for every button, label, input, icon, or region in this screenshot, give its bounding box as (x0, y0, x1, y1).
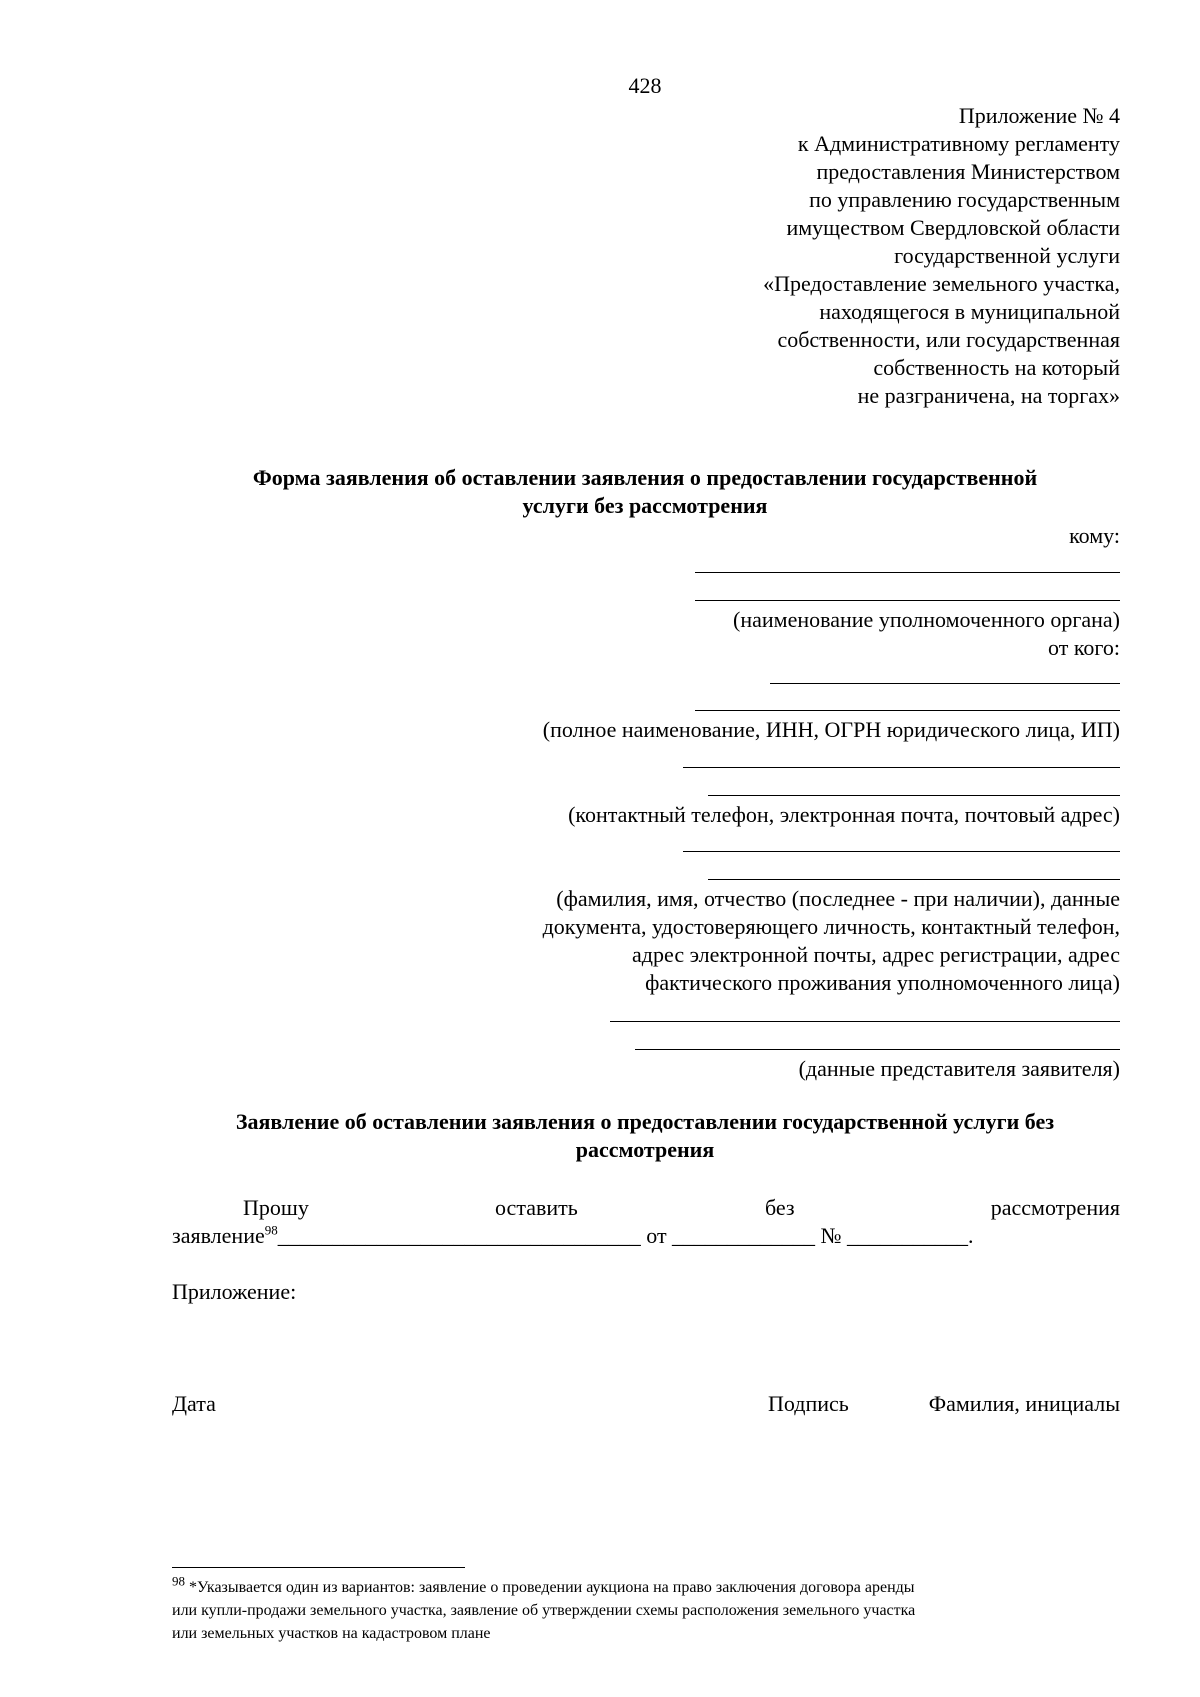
header-line: государственной услуги (894, 243, 1120, 268)
header-line: не разграничена, на торгах» (857, 383, 1120, 408)
field-caption: (фамилия, имя, отчество (последнее - при наличии), данные (556, 886, 1120, 911)
input-line (610, 1021, 1120, 1022)
statement-title: Заявление об оставлении заявления о предоставлении государственной услуги без (235, 1109, 1055, 1134)
from-label: от кого: (1048, 635, 1120, 660)
request-word: оставить (495, 1195, 578, 1220)
header-line: предоставления Министерством (816, 159, 1120, 184)
field-caption: адрес электронной почты, адрес регистрации, адрес (632, 942, 1120, 967)
header-line: Приложение № 4 (958, 103, 1120, 128)
to-label: кому: (1069, 523, 1120, 548)
footnote-line: или купли-продажи земельного участка, заявление об утверждении схемы расположения земельного участка (172, 1602, 916, 1619)
footnote-number: 98 (172, 1573, 185, 1589)
field-caption: (контактный телефон, электронная почта, почтовый адрес) (568, 802, 1120, 827)
request-word: Прошу (243, 1195, 309, 1220)
input-line (695, 572, 1120, 573)
header-line: по управлению государственным (809, 187, 1120, 212)
request-text: заявление (172, 1223, 265, 1248)
footnote-divider (172, 1567, 465, 1568)
footnote-line (172, 1573, 915, 1598)
footnote-line: или земельных участков на кадастровом плане (172, 1625, 491, 1642)
field-caption: фактического проживания уполномоченного лица) (645, 970, 1120, 995)
request-word: рассмотрения (990, 1195, 1120, 1220)
field-caption: документа, удостоверяющего личность, контактный телефон, (542, 914, 1120, 939)
input-line (695, 600, 1120, 601)
input-line (695, 710, 1120, 711)
input-line (708, 879, 1120, 880)
input-line (708, 795, 1120, 796)
signature-label: Подпись (768, 1391, 849, 1416)
input-line (635, 1049, 1120, 1050)
footnote-ref: 98 (264, 1222, 278, 1238)
input-line (683, 851, 1120, 852)
header-line: собственности, или государственная (777, 327, 1120, 352)
footnote-text: *Указывается один из вариантов: заявление о проведении аукциона на право заключения договора аренды (189, 1579, 915, 1596)
attachment-label: Приложение: (172, 1279, 297, 1304)
field-caption: (наименование уполномоченного органа) (733, 607, 1120, 632)
input-line (770, 683, 1120, 684)
request-line (172, 1222, 974, 1250)
page-number: 428 (628, 73, 662, 98)
request-word: без (765, 1195, 795, 1220)
statement-title: рассмотрения (575, 1137, 715, 1162)
header-line: находящегося в муниципальной (819, 299, 1120, 324)
header-line: имуществом Свердловской области (786, 215, 1120, 240)
header-line: собственность на который (873, 355, 1120, 380)
header-line: к Административному регламенту (797, 131, 1120, 156)
header-line: «Предоставление земельного участка, (763, 271, 1120, 296)
input-line (683, 767, 1120, 768)
form-title: услуги без рассмотрения (522, 493, 768, 518)
field-caption: (данные представителя заявителя) (798, 1056, 1120, 1081)
name-label: Фамилия, инициалы (928, 1391, 1120, 1416)
form-title: Форма заявления об оставлении заявления о предоставлении государственной (252, 465, 1038, 490)
field-caption: (полное наименование, ИНН, ОГРН юридического лица, ИП) (542, 717, 1120, 742)
request-blanks: _________________________________ от _____________ № ___________. (277, 1223, 974, 1248)
date-label: Дата (172, 1391, 216, 1416)
